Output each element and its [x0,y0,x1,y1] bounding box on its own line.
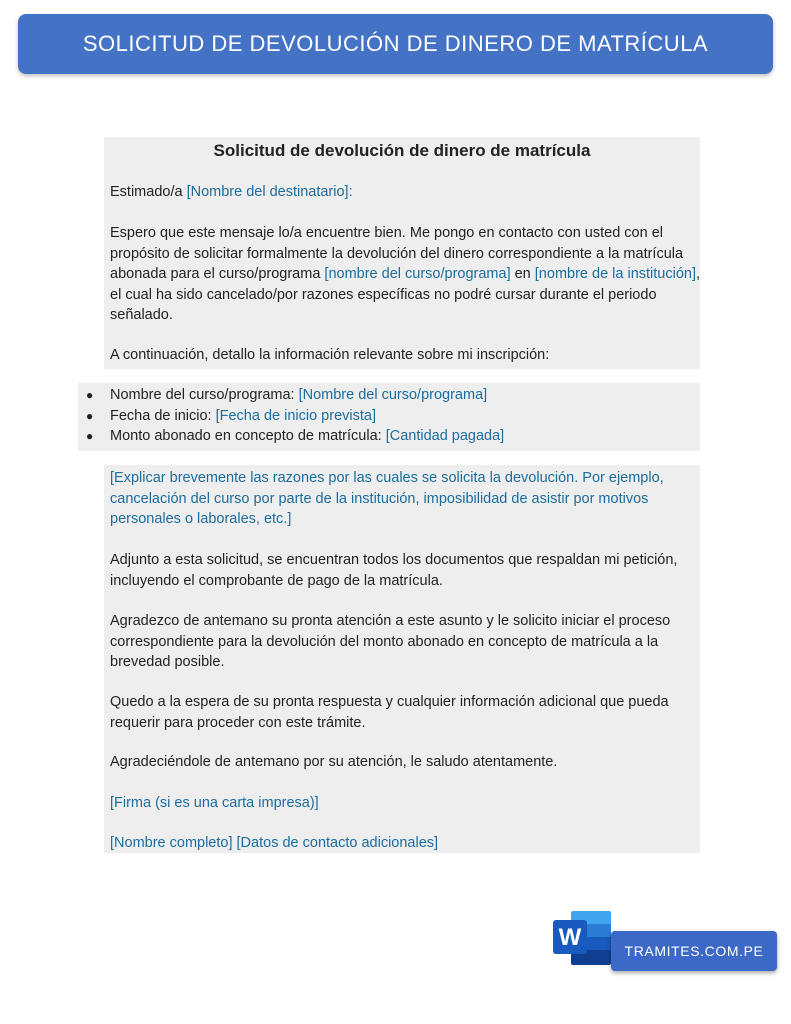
name-contact-line [110,833,700,854]
list-item: ● Nombre del curso/programa: [Nombre del curso/programa] [82,385,692,406]
list-item: ● Fecha de inicio: [Fecha de inicio prevista] [82,406,692,427]
thanks-paragraph: Agradezco de antemano su pronta atención a este asunto y le solicito iniciar el proceso correspondiente para la devolución del monto abonado en concepto de matrícula a la brevedad posible. [110,613,671,670]
full-name-placeholder: [Nombre completo] [110,835,233,851]
recipient-placeholder: [Nombre del destinatario] [186,184,349,200]
institution-placeholder: [nombre de la institución] [534,266,696,282]
list-item: ● Monto abonado en concepto de matrícula: [Cantidad pagada] [82,426,692,447]
banner-title: SOLICITUD DE DEVOLUCIÓN DE DINERO DE MATRÍCULA [82,31,709,56]
waiting-paragraph: Quedo a la espera de su pronta respuesta y cualquier información adicional que pueda requerir para proceder con este trámite. [110,694,669,731]
greeting: Estimado/a [Nombre del destinatario]: [110,184,353,200]
site-name: TRAMITES.COM.PE [624,943,764,959]
intro-paragraph: Espero que este mensaje lo/a encuentre bien. Me pongo en contacto con usted con el propósito de solicitar formalmente la devolución del dinero correspondiente a la matrícula abonada para el curso/programa [nombre del curso/programa] en [nombre de la institución], el cual ha sido cancelado/por razones específicas no podré cursar durante el periodo señalado. [110,225,701,323]
enrollment-details-list [82,385,692,447]
word-icon-letter: W [558,924,582,951]
attachments-paragraph: Adjunto a esta solicitud, se encuentran todos los documentos que respaldan mi petición, incluyendo el comprobante de pago de la matrícula. [110,552,678,589]
course-placeholder: [nombre del curso/programa] [324,266,511,282]
bullet-icon: ● [86,408,94,423]
bullet-icon: ● [86,388,94,402]
header-banner [18,14,773,74]
word-icon [551,907,615,969]
closing-line: Agradeciéndole de antemano por su atención, le saludo atentamente. [110,754,558,770]
detail-intro: A continuación, detallo la información relevante sobre mi inscripción: [110,347,550,363]
bullet-icon: ● [86,429,94,443]
site-badge [611,931,777,971]
reasons-placeholder: [Explicar brevemente las razones por las cuales se solicita la devolución. Por ejemplo, cancelación del curso por parte de la institución, imposibilidad de asistir por motivos personales o laborales, etc.] [110,470,664,527]
contact-placeholder: [Datos de contacto adicionales] [236,835,439,851]
branding [545,905,777,973]
signature-placeholder: [Firma (si es una carta impresa)] [110,795,319,811]
document-title: Solicitud de devolución de dinero de matrícula [213,141,591,160]
